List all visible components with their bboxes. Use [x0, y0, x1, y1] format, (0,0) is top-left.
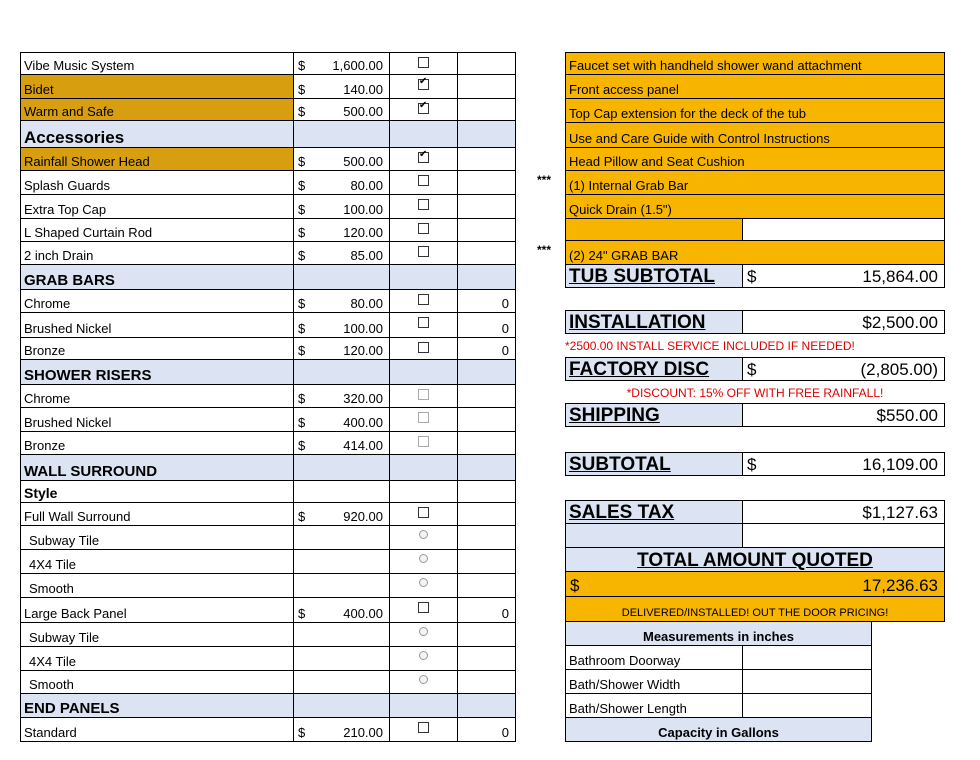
quantity-cell — [457, 264, 516, 290]
quantity-cell — [457, 384, 516, 408]
currency-symbol: $ — [298, 82, 306, 97]
sales-tax-value-text: $1,127.63 — [862, 503, 938, 522]
item-label — [20, 407, 294, 432]
select-cell — [389, 431, 458, 455]
included-item — [565, 240, 945, 265]
price-value: 80.00 — [350, 178, 383, 193]
item-label — [20, 670, 294, 694]
quantity-cell — [457, 359, 516, 385]
price-value: 920.00 — [343, 509, 383, 524]
shipping-value-text: $550.00 — [876, 406, 938, 425]
factory-disc-value — [742, 357, 945, 381]
checkbox[interactable] — [418, 246, 429, 257]
price-cell — [293, 549, 390, 574]
item-label-text: Extra Top Cap — [24, 202, 107, 217]
checkbox[interactable] — [418, 57, 429, 68]
measurement-label — [565, 669, 743, 694]
included-item-text: (2) 24" GRAB BAR — [569, 248, 679, 263]
section-header — [20, 359, 294, 385]
measurement-label-text: Bath/Shower Length — [569, 701, 687, 716]
subtotal-label — [565, 452, 743, 476]
checkbox-checked[interactable] — [418, 103, 429, 114]
checkbox[interactable] — [418, 175, 429, 186]
select-cell — [389, 98, 458, 121]
price-cell — [293, 74, 390, 99]
quantity-cell — [457, 622, 516, 647]
included-item-text: Front access panel — [569, 82, 679, 97]
currency-symbol: $ — [747, 455, 757, 474]
item-label-text: WALL SURROUND — [24, 463, 158, 480]
price-cell — [293, 241, 390, 265]
item-label — [20, 289, 294, 313]
included-item-text: Top Cap extension for the deck of the tub — [569, 106, 807, 121]
quantity-cell — [457, 646, 516, 671]
included-item-text: Head Pillow and Seat Cushion — [569, 154, 745, 169]
select-cell — [389, 52, 458, 75]
quantity-value: 0 — [501, 343, 509, 358]
delivered-note — [565, 596, 945, 622]
measurement-label — [565, 693, 743, 718]
select-cell — [389, 289, 458, 313]
shipping-value — [742, 403, 945, 427]
subtotal-label-text: SUBTOTAL — [569, 454, 671, 475]
select-cell — [389, 170, 458, 195]
currency-symbol: $ — [298, 202, 306, 217]
select-cell — [389, 454, 458, 481]
item-label — [20, 170, 294, 195]
item-label-text: Smooth — [29, 581, 74, 596]
price-cell — [293, 289, 390, 313]
radio-button[interactable] — [419, 530, 428, 539]
included-item — [565, 170, 945, 195]
price-cell — [293, 646, 390, 671]
quantity-cell — [457, 480, 516, 503]
blank-cell — [742, 523, 945, 548]
item-label-text: END PANELS — [24, 700, 120, 717]
item-label-text: Splash Guards — [24, 178, 110, 193]
item-label-text: 4X4 Tile — [29, 654, 76, 669]
select-cell — [389, 147, 458, 171]
item-label-text: 4X4 Tile — [29, 557, 76, 572]
radio-button[interactable] — [419, 651, 428, 660]
quantity-cell — [457, 218, 516, 242]
currency-symbol: $ — [298, 343, 306, 358]
subtotal-value-text: 16,109.00 — [862, 455, 938, 474]
price-cell — [293, 573, 390, 598]
tub-subtotal-label — [565, 264, 743, 288]
price-cell — [293, 170, 390, 195]
select-cell — [389, 218, 458, 242]
select-cell — [389, 384, 458, 408]
shipping-label — [565, 403, 743, 427]
price-value: 414.00 — [343, 438, 383, 453]
select-cell — [389, 264, 458, 290]
item-label-text: Subway Tile — [29, 533, 100, 548]
total-label — [565, 547, 945, 572]
section-header — [20, 693, 294, 718]
item-label — [20, 525, 294, 550]
quantity-cell — [457, 670, 516, 694]
currency-symbol: $ — [298, 58, 306, 73]
currency-symbol: $ — [747, 360, 757, 379]
quantity-value: 0 — [501, 296, 509, 311]
select-cell — [389, 717, 458, 742]
price-cell — [293, 480, 390, 503]
select-cell — [389, 312, 458, 338]
price-cell — [293, 717, 390, 742]
currency-symbol: $ — [298, 509, 306, 524]
item-label-text: L Shaped Curtain Rod — [24, 225, 153, 240]
price-value: 500.00 — [343, 104, 383, 119]
price-cell — [293, 597, 390, 623]
select-cell — [389, 337, 458, 360]
item-label-text: Bronze — [24, 438, 66, 453]
select-cell — [389, 646, 458, 671]
quantity-cell — [457, 431, 516, 455]
checkbox-checked[interactable] — [418, 79, 429, 90]
factory-disc-label-text: FACTORY DISC — [569, 359, 710, 380]
capacity-header — [565, 717, 872, 742]
measurement-label — [565, 645, 743, 670]
quantity-cell — [457, 194, 516, 219]
currency-symbol: $ — [298, 725, 306, 740]
price-cell — [293, 359, 390, 385]
sales-tax-label — [565, 500, 743, 524]
checkbox[interactable] — [418, 199, 429, 210]
select-cell — [389, 525, 458, 550]
item-label-text: Large Back Panel — [24, 606, 127, 621]
checkbox[interactable] — [418, 389, 429, 400]
item-label — [20, 549, 294, 574]
item-label-text: Smooth — [29, 677, 74, 692]
select-cell — [389, 194, 458, 219]
item-label-text: Full Wall Surround — [24, 509, 131, 524]
currency-symbol: $ — [298, 296, 306, 311]
quantity-cell — [457, 147, 516, 171]
item-label — [20, 431, 294, 455]
factory-disc-label — [565, 357, 743, 381]
sales-tax-label-text: SALES TAX — [569, 502, 675, 523]
item-label — [20, 241, 294, 265]
included-item-text: Use and Care Guide with Control Instructions — [569, 131, 830, 146]
item-label — [20, 147, 294, 171]
capacity-header-text: Capacity in Gallons — [658, 725, 779, 740]
asterisk-marker: *** — [537, 173, 552, 187]
included-item-text: Quick Drain (1.5") — [569, 202, 672, 217]
select-cell — [389, 407, 458, 432]
item-label — [20, 52, 294, 75]
price-cell — [293, 194, 390, 219]
quantity-cell — [457, 525, 516, 550]
quantity-cell — [457, 693, 516, 718]
item-label-text: Rainfall Shower Head — [24, 154, 150, 169]
price-cell — [293, 670, 390, 694]
item-label-text: Chrome — [24, 391, 71, 406]
section-header — [20, 480, 294, 503]
item-label — [20, 622, 294, 647]
item-label-text: Bidet — [24, 82, 54, 97]
checkbox[interactable] — [418, 342, 429, 353]
quantity-cell — [457, 573, 516, 598]
section-header — [20, 454, 294, 481]
item-label — [20, 337, 294, 360]
item-label — [20, 312, 294, 338]
select-cell — [389, 120, 458, 148]
included-item-text: (1) Internal Grab Bar — [569, 178, 689, 193]
select-cell — [389, 359, 458, 385]
item-label — [20, 74, 294, 99]
price-value: 120.00 — [343, 225, 383, 240]
installation-label-text: INSTALLATION — [569, 312, 706, 333]
price-value: 100.00 — [343, 321, 383, 336]
price-value: 320.00 — [343, 391, 383, 406]
price-value: 100.00 — [343, 202, 383, 217]
item-label — [20, 384, 294, 408]
radio-button[interactable] — [419, 627, 428, 636]
price-cell — [293, 147, 390, 171]
installation-note: *2500.00 INSTALL SERVICE INCLUDED IF NEEDED! — [565, 339, 855, 353]
select-cell — [389, 597, 458, 623]
quantity-cell — [457, 549, 516, 574]
select-cell — [389, 670, 458, 694]
item-label-text: Bronze — [24, 343, 66, 358]
radio-button[interactable] — [419, 578, 428, 587]
quantity-cell — [457, 717, 516, 742]
checkbox[interactable] — [418, 294, 429, 305]
item-label — [20, 502, 294, 526]
measurement-label-text: Bathroom Doorway — [569, 653, 681, 668]
price-cell — [293, 407, 390, 432]
price-value: 140.00 — [343, 82, 383, 97]
quantity-cell — [457, 312, 516, 338]
total-label-text: TOTAL AMOUNT QUOTED — [637, 550, 873, 571]
radio-button[interactable] — [419, 554, 428, 563]
currency-symbol: $ — [298, 438, 306, 453]
radio-button[interactable] — [419, 675, 428, 684]
blank-cell — [565, 523, 743, 548]
tub-subtotal-value — [742, 264, 945, 288]
included-item — [565, 147, 945, 171]
factory-disc-value-text: (2,805.00) — [860, 360, 938, 379]
item-label-text: Standard — [24, 725, 77, 740]
measurement-input[interactable] — [742, 645, 872, 670]
price-cell — [293, 454, 390, 481]
delivered-note-text: DELIVERED/INSTALLED! OUT THE DOOR PRICING! — [621, 607, 889, 619]
total-value-text: 17,236.63 — [862, 576, 938, 595]
installation-value-text: $2,500.00 — [862, 313, 938, 332]
checkbox-checked[interactable] — [418, 152, 429, 163]
price-cell — [293, 264, 390, 290]
item-label-text: Vibe Music System — [24, 58, 135, 73]
item-label — [20, 717, 294, 742]
tub-subtotal-value-text: 15,864.00 — [862, 267, 938, 286]
quantity-value: 0 — [501, 321, 509, 336]
item-label-text: 2 inch Drain — [24, 248, 94, 263]
select-cell — [389, 573, 458, 598]
checkbox[interactable] — [418, 722, 429, 733]
currency-symbol: $ — [298, 178, 306, 193]
item-label-text: GRAB BARS — [24, 272, 115, 289]
currency-symbol: $ — [298, 321, 306, 336]
select-cell — [389, 622, 458, 647]
price-value: 1,600.00 — [332, 58, 383, 73]
checkbox[interactable] — [418, 507, 429, 518]
quantity-cell — [457, 289, 516, 313]
select-cell — [389, 74, 458, 99]
item-label-text: Subway Tile — [29, 630, 100, 645]
section-header — [20, 264, 294, 290]
select-cell — [389, 241, 458, 265]
quantity-cell — [457, 337, 516, 360]
price-cell — [293, 525, 390, 550]
currency-symbol: $ — [298, 225, 306, 240]
measurement-input[interactable] — [742, 669, 872, 694]
price-value: 85.00 — [350, 248, 383, 263]
checkbox[interactable] — [418, 223, 429, 234]
measurements-header-text: Measurements in inches — [643, 629, 794, 644]
price-cell — [293, 312, 390, 338]
price-cell — [293, 502, 390, 526]
item-label — [20, 98, 294, 121]
included-item — [565, 98, 945, 123]
included-item — [565, 194, 945, 219]
price-cell — [293, 52, 390, 75]
item-label-text: Style — [24, 485, 58, 501]
price-value: 400.00 — [343, 606, 383, 621]
sales-tax-value — [742, 500, 945, 524]
select-cell — [389, 480, 458, 503]
measurements-header — [565, 621, 872, 646]
checkbox[interactable] — [418, 412, 429, 423]
item-label-text: Brushed Nickel — [24, 415, 112, 430]
checkbox[interactable] — [418, 317, 429, 328]
select-cell — [389, 693, 458, 718]
tub-subtotal-label-text: TUB SUBTOTAL — [569, 266, 716, 287]
asterisk-marker: *** — [537, 243, 552, 257]
currency-symbol: $ — [570, 576, 580, 595]
price-value: 120.00 — [343, 343, 383, 358]
currency-symbol: $ — [298, 415, 306, 430]
quantity-cell — [457, 407, 516, 432]
item-label-text: Brushed Nickel — [24, 321, 112, 336]
blank-cell — [742, 218, 945, 241]
installation-label — [565, 310, 743, 334]
included-item-text: Faucet set with handheld shower wand attachment — [569, 58, 862, 73]
price-value: 500.00 — [343, 154, 383, 169]
item-label — [20, 218, 294, 242]
quantity-cell — [457, 98, 516, 121]
section-header — [20, 120, 294, 148]
quantity-cell — [457, 241, 516, 265]
item-label-text: Accessories — [24, 128, 125, 147]
item-label-text: Chrome — [24, 296, 71, 311]
quantity-cell — [457, 52, 516, 75]
currency-symbol: $ — [298, 606, 306, 621]
item-label — [20, 194, 294, 219]
select-cell — [389, 502, 458, 526]
checkbox[interactable] — [418, 436, 429, 447]
price-cell — [293, 337, 390, 360]
quantity-cell — [457, 502, 516, 526]
currency-symbol: $ — [298, 154, 306, 169]
quantity-value: 0 — [501, 725, 509, 740]
price-cell — [293, 384, 390, 408]
quantity-cell — [457, 120, 516, 148]
item-label — [20, 646, 294, 671]
item-label-text: Warm and Safe — [24, 104, 114, 119]
price-value: 400.00 — [343, 415, 383, 430]
subtotal-value — [742, 452, 945, 476]
measurement-label-text: Bath/Shower Width — [569, 677, 681, 692]
price-value: 80.00 — [350, 296, 383, 311]
price-cell — [293, 218, 390, 242]
quantity-cell — [457, 170, 516, 195]
price-cell — [293, 622, 390, 647]
currency-symbol: $ — [298, 104, 306, 119]
price-cell — [293, 120, 390, 148]
price-cell — [293, 98, 390, 121]
total-value — [565, 571, 945, 597]
checkbox[interactable] — [418, 602, 429, 613]
price-cell — [293, 693, 390, 718]
included-item-blank — [565, 218, 743, 241]
quantity-cell — [457, 74, 516, 99]
included-item — [565, 122, 945, 148]
included-item — [565, 52, 945, 75]
currency-symbol: $ — [747, 267, 757, 286]
shipping-label-text: SHIPPING — [569, 405, 660, 426]
quantity-cell — [457, 597, 516, 623]
quantity-value: 0 — [501, 606, 509, 621]
item-label — [20, 597, 294, 623]
quantity-cell — [457, 454, 516, 481]
price-cell — [293, 431, 390, 455]
measurement-input[interactable] — [742, 693, 872, 718]
currency-symbol: $ — [298, 248, 306, 263]
discount-note: *DISCOUNT: 15% OFF WITH FREE RAINFALL! — [626, 386, 884, 400]
item-label-text: SHOWER RISERS — [24, 367, 152, 384]
item-label — [20, 573, 294, 598]
price-value: 210.00 — [343, 725, 383, 740]
select-cell — [389, 549, 458, 574]
installation-value — [742, 310, 945, 334]
currency-symbol: $ — [298, 391, 306, 406]
included-item — [565, 74, 945, 99]
